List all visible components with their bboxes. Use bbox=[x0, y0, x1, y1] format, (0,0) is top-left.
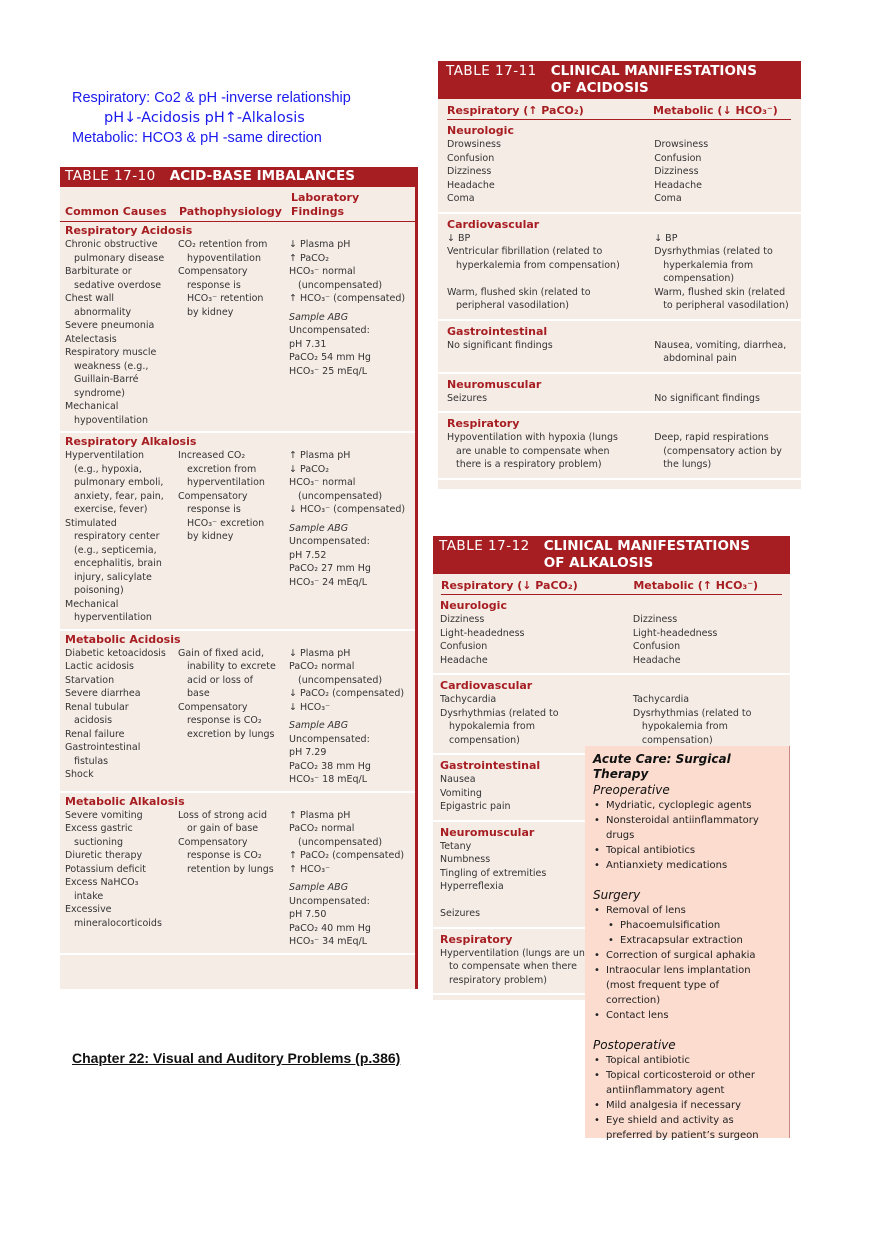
text-line: Headache bbox=[447, 179, 495, 191]
column-header: Respiratory (↑ PaCO₂) bbox=[447, 104, 584, 117]
text-line: there is a respiratory problem) bbox=[456, 459, 602, 470]
text-line: HCO₃⁻ normal bbox=[289, 477, 356, 488]
section-title: Neurologic bbox=[447, 124, 514, 137]
column-headers bbox=[60, 187, 415, 222]
sample-abg-label: Sample ABG bbox=[289, 720, 349, 731]
table-cell bbox=[178, 449, 289, 625]
text-line: Nausea bbox=[440, 774, 476, 785]
text-line: ↓ Plasma pH bbox=[289, 239, 351, 250]
section-title: Respiratory bbox=[447, 417, 520, 430]
text-line: HCO₃⁻ normal bbox=[289, 266, 356, 277]
text-line: (e.g., hypoxia, bbox=[74, 463, 142, 475]
table-cell bbox=[65, 449, 178, 625]
table-cell bbox=[440, 613, 633, 667]
text-line: Dizziness bbox=[654, 166, 699, 177]
text-line: Deep, rapid respirations bbox=[654, 432, 769, 443]
text-line: Gastrointestinal bbox=[65, 742, 141, 753]
text-line: Nausea, vomiting, diarrhea, bbox=[654, 339, 787, 351]
text-line: (uncompensated) bbox=[298, 836, 383, 848]
acute-care-title: Acute Care: Surgical Therapy bbox=[593, 752, 731, 781]
postoperative-list bbox=[593, 1053, 781, 1143]
text-line: by kidney bbox=[187, 531, 234, 542]
table-header-bar bbox=[438, 61, 801, 99]
text-line: pH 7.29 bbox=[289, 747, 327, 758]
text-line: Confusion bbox=[654, 152, 702, 164]
table-number: TABLE 17-10 bbox=[65, 168, 156, 184]
text-line: Ventricular fibrillation (related to bbox=[447, 246, 603, 257]
text-line: hyperkalemia from compensation) bbox=[456, 259, 620, 271]
section-title: Respiratory bbox=[440, 932, 513, 946]
table-title-line-2: OF ACIDOSIS bbox=[550, 80, 649, 96]
table-section bbox=[60, 222, 415, 433]
table-cell bbox=[440, 693, 633, 747]
note-line-3: Metabolic: HCO3 & pH -same direction bbox=[72, 130, 322, 146]
text-line: hyperventilation bbox=[74, 612, 152, 623]
table-cell bbox=[178, 809, 289, 949]
text-line: exercise, fever) bbox=[74, 504, 148, 515]
text-line: anxiety, fear, pain, bbox=[74, 490, 164, 502]
table-cell bbox=[65, 238, 178, 427]
text-line: Loss of strong acid bbox=[178, 809, 268, 821]
table-section bbox=[438, 321, 801, 374]
table-title-line-1: CLINICAL MANIFESTATIONS bbox=[543, 538, 750, 554]
text-line: acidosis bbox=[74, 715, 113, 726]
text-line: Chronic obstructive bbox=[65, 239, 158, 250]
text-line: intake bbox=[74, 890, 104, 902]
text-line: Coma bbox=[447, 193, 475, 204]
text-line: Starvation bbox=[65, 674, 115, 686]
text-line: sedative overdose bbox=[74, 279, 162, 291]
text-line: response is CO₂ bbox=[187, 715, 262, 726]
text-line: Dizziness bbox=[447, 166, 492, 177]
text-line: Mechanical bbox=[65, 598, 119, 610]
section-title: Metabolic Acidosis bbox=[65, 632, 181, 646]
table-title: ACID-BASE IMBALANCES bbox=[169, 168, 355, 184]
list-item: • Correction of surgical aphakia bbox=[593, 948, 781, 963]
text-line: ↓ BP bbox=[447, 232, 471, 244]
text-line: abnormality bbox=[74, 306, 132, 318]
text-line: Compensatory bbox=[178, 701, 248, 713]
text-line: Numbness bbox=[440, 854, 491, 865]
text-line: Dizziness bbox=[440, 614, 485, 625]
text-line: Excess NaHCO₃ bbox=[65, 877, 139, 888]
text-line: ↓ PaCO₂ bbox=[289, 463, 330, 475]
text-line: HCO₃⁻ 24 mEq/L bbox=[289, 576, 368, 588]
chapter-heading: Chapter 22: Visual and Auditory Problems (p.386) bbox=[72, 1050, 401, 1066]
text-line: abdominal pain bbox=[663, 353, 737, 364]
text-line: (e.g., septicemia, bbox=[74, 544, 157, 556]
text-line: Atelectasis bbox=[65, 333, 117, 345]
text-line: Severe vomiting bbox=[65, 809, 143, 821]
text-line: weakness (e.g., bbox=[74, 360, 149, 372]
preoperative-list bbox=[593, 798, 781, 873]
text-line: Light-headedness bbox=[632, 627, 718, 639]
text-line: PaCO₂ normal bbox=[289, 823, 355, 834]
table-manifestations-acidosis bbox=[438, 61, 801, 489]
section-title: Neurologic bbox=[440, 599, 507, 612]
text-line: Guillain-Barré bbox=[74, 374, 139, 385]
text-line: No significant findings bbox=[654, 392, 760, 404]
section-title: Neuromuscular bbox=[440, 825, 535, 839]
table-cell bbox=[633, 613, 782, 667]
text-line: the lungs) bbox=[663, 459, 712, 470]
table-title bbox=[551, 63, 757, 97]
table-number: TABLE 17-12 bbox=[439, 538, 530, 554]
table-body bbox=[438, 120, 801, 480]
table-section bbox=[438, 214, 801, 321]
table-cell bbox=[289, 449, 410, 625]
table-header-bar bbox=[433, 536, 790, 574]
text-line: Dysrhythmias (related to bbox=[440, 707, 559, 719]
acute-care-surgical-therapy-box bbox=[585, 746, 790, 1141]
table-cell bbox=[633, 693, 782, 747]
table-section bbox=[60, 793, 415, 955]
text-line: pulmonary disease bbox=[74, 252, 165, 264]
text-line: pH 7.52 bbox=[289, 549, 327, 561]
text-line: Vomiting bbox=[440, 787, 482, 799]
text-line: Tingling of extremities bbox=[440, 867, 547, 879]
column-headers bbox=[447, 104, 791, 120]
section-title: Respiratory Alkalosis bbox=[65, 435, 197, 448]
text-line: Renal tubular bbox=[65, 701, 129, 713]
section-title: Respiratory Acidosis bbox=[65, 224, 193, 237]
text-line: CO₂ retention from bbox=[178, 239, 268, 250]
text-line: Drowsiness bbox=[654, 139, 709, 150]
section-title: Cardiovascular bbox=[440, 679, 533, 692]
text-line: Light-headedness bbox=[440, 627, 525, 639]
text-line: ↑ PaCO₂ (compensated) bbox=[289, 850, 405, 861]
column-headers bbox=[441, 579, 782, 595]
text-line: (uncompensated) bbox=[298, 279, 383, 291]
text-line: HCO₃⁻ retention bbox=[187, 293, 264, 304]
text-line: ↓ HCO₃⁻ bbox=[289, 701, 331, 713]
text-line: ↓ BP bbox=[654, 232, 678, 244]
text-line: Potassium deficit bbox=[65, 863, 147, 875]
text-line: PaCO₂ 40 mm Hg bbox=[289, 922, 371, 934]
text-line: (uncompensated) bbox=[298, 490, 383, 502]
text-line: ↓ PaCO₂ (compensated) bbox=[289, 688, 405, 699]
note-line-2: pH↓-Acidosis pH↑-Alkalosis bbox=[104, 110, 305, 126]
text-line: Seizures bbox=[447, 392, 488, 404]
column-header: Metabolic (↓ HCO₃⁻) bbox=[653, 104, 778, 117]
text-line: PaCO₂ 38 mm Hg bbox=[289, 760, 371, 772]
table-cell bbox=[65, 809, 178, 949]
text-line: Hyperreflexia bbox=[440, 881, 504, 892]
text-line: No significant findings bbox=[447, 339, 553, 351]
table-cell bbox=[654, 138, 793, 206]
column-header: Pathophysiology bbox=[179, 205, 282, 218]
text-line: fistulas bbox=[74, 755, 109, 767]
text-line: Seizures bbox=[440, 908, 481, 919]
section-title: Neuromuscular bbox=[447, 377, 542, 391]
text-line: Dizziness bbox=[632, 614, 678, 625]
text-line: (compensatory action by bbox=[663, 445, 782, 457]
text-line: to compensate when there bbox=[449, 961, 577, 972]
text-line: hypoventilation bbox=[187, 252, 262, 264]
text-line: response is bbox=[187, 504, 241, 515]
table-section bbox=[438, 374, 801, 414]
text-line: Headache bbox=[440, 654, 488, 666]
text-line: pH 7.31 bbox=[289, 338, 327, 350]
text-line: Stimulated bbox=[65, 517, 117, 529]
text-line: HCO₃⁻ 34 mEq/L bbox=[289, 936, 368, 947]
text-line: Headache bbox=[654, 179, 702, 191]
text-line: Warm, flushed skin (related to bbox=[447, 286, 591, 298]
list-item: • Mydriatic, cycloplegic agents bbox=[593, 798, 781, 813]
table-title-line-2: OF ALKALOSIS bbox=[543, 555, 654, 571]
list-item: • Antianxiety medications bbox=[593, 858, 781, 873]
list-item: • Topical antibiotics bbox=[593, 843, 781, 858]
text-line: are unable to compensate when bbox=[456, 445, 610, 457]
text-line: Confusion bbox=[440, 641, 488, 652]
sample-abg-label: Sample ABG bbox=[289, 522, 349, 534]
surgery-list bbox=[593, 903, 781, 1023]
list-item: • Intraocular lens implantation (most frequent type of correction) bbox=[593, 963, 781, 1008]
table-cell bbox=[289, 809, 410, 949]
text-line: Barbiturate or bbox=[65, 266, 132, 277]
list-item: • Topical antibiotic bbox=[593, 1053, 781, 1068]
table-cell bbox=[289, 238, 410, 427]
list-item: • Extracapsular extraction bbox=[593, 933, 781, 948]
text-line: Confusion bbox=[447, 152, 495, 164]
text-line: Confusion bbox=[632, 641, 681, 652]
text-line bbox=[447, 272, 654, 286]
table-cell bbox=[447, 339, 654, 366]
text-line: Coma bbox=[654, 193, 682, 204]
text-line: hypokalemia from bbox=[641, 721, 728, 732]
table-cell bbox=[178, 238, 289, 427]
table-section bbox=[438, 413, 801, 480]
text-line: Warm, flushed skin (related bbox=[654, 286, 786, 298]
text-line: Uncompensated: bbox=[289, 895, 370, 907]
table-section bbox=[433, 595, 790, 675]
text-line: to peripheral vasodilation) bbox=[663, 300, 789, 311]
text-line: Headache bbox=[632, 654, 681, 666]
table-cell bbox=[65, 647, 178, 787]
text-line: respiratory center bbox=[74, 531, 160, 542]
table-acid-base-imbalances bbox=[60, 167, 418, 989]
table-section bbox=[433, 675, 790, 755]
text-line: Tachycardia bbox=[440, 694, 497, 705]
text-line: injury, salicylate bbox=[74, 571, 152, 583]
table-title-line-1: CLINICAL MANIFESTATIONS bbox=[550, 63, 757, 79]
text-line: hypoventilation bbox=[74, 414, 148, 426]
text-line: ↑ Plasma pH bbox=[289, 450, 351, 461]
surgery-heading: Surgery bbox=[593, 888, 641, 902]
sample-abg-label: Sample ABG bbox=[289, 311, 349, 323]
column-header: Respiratory (↓ PaCO₂) bbox=[441, 579, 578, 592]
text-line: Tetany bbox=[440, 840, 472, 852]
table-cell bbox=[289, 647, 410, 787]
text-line: ↓ Plasma pH bbox=[289, 647, 351, 659]
table-cell bbox=[447, 232, 654, 313]
text-line: PaCO₂ normal bbox=[289, 661, 355, 672]
text-line: syndrome) bbox=[74, 387, 125, 399]
list-item: • Removal of lens bbox=[593, 903, 781, 918]
table-section bbox=[60, 631, 415, 793]
table-cell bbox=[447, 392, 654, 406]
text-line: pulmonary emboli, bbox=[74, 477, 164, 488]
text-line: response is CO₂ bbox=[187, 850, 262, 861]
text-line: compensation) bbox=[641, 734, 713, 746]
section-title: Cardiovascular bbox=[447, 217, 540, 231]
text-line: compensation) bbox=[663, 273, 735, 284]
text-line: Compensatory bbox=[178, 490, 248, 502]
section-title: Metabolic Alkalosis bbox=[65, 794, 185, 808]
text-line: Increased CO₂ bbox=[178, 450, 246, 461]
text-line: Chest wall bbox=[65, 293, 115, 304]
text-line: pH 7.50 bbox=[289, 909, 327, 920]
text-line: hyperkalemia from bbox=[663, 259, 754, 271]
text-line: excretion by lungs bbox=[187, 728, 275, 740]
table-cell bbox=[178, 647, 289, 787]
table-number: TABLE 17-11 bbox=[446, 63, 537, 79]
list-item: • Contact lens bbox=[593, 1008, 781, 1023]
text-line: Compensatory bbox=[178, 266, 248, 277]
text-line: retention by lungs bbox=[187, 863, 274, 875]
list-item: • Nonsteroidal antiinflammatory drugs bbox=[593, 813, 781, 843]
text-line: Epigastric pain bbox=[440, 801, 511, 812]
text-line: mineralocorticoids bbox=[74, 917, 162, 929]
sample-abg-label: Sample ABG bbox=[289, 882, 349, 893]
note-line-1: Respiratory: Co2 & pH -inverse relationship bbox=[72, 90, 351, 106]
table-section bbox=[60, 433, 415, 631]
text-line: HCO₃⁻ excretion bbox=[187, 517, 265, 529]
text-line: Compensatory bbox=[178, 836, 248, 848]
text-line: Excessive bbox=[65, 904, 112, 915]
table-cell bbox=[654, 392, 793, 406]
text-line: hyperventilation bbox=[187, 477, 265, 488]
text-line: Shock bbox=[65, 769, 94, 780]
list-item: • Eye shield and activity as preferred by patient’s surgeon bbox=[593, 1113, 781, 1143]
text-line: Renal failure bbox=[65, 728, 125, 740]
text-line: Excess gastric bbox=[65, 823, 133, 834]
text-line: Diabetic ketoacidosis bbox=[65, 647, 166, 659]
list-item: • Phacoemulsification bbox=[593, 918, 781, 933]
text-line: ↑ PaCO₂ bbox=[289, 252, 330, 264]
table-cell bbox=[654, 431, 793, 472]
table-body bbox=[60, 222, 415, 955]
text-line: encephalitis, brain bbox=[74, 558, 162, 569]
text-line: PaCO₂ 54 mm Hg bbox=[289, 352, 371, 363]
text-line: Respiratory muscle bbox=[65, 347, 157, 358]
table-cell bbox=[654, 339, 793, 366]
text-line: suctioning bbox=[74, 836, 124, 848]
text-line: hypokalemia from bbox=[449, 721, 535, 732]
text-line: Diuretic therapy bbox=[65, 850, 143, 861]
text-line: Uncompensated: bbox=[289, 733, 370, 745]
text-line: Mechanical bbox=[65, 401, 119, 412]
text-line: by kidney bbox=[187, 306, 234, 318]
text-line: respiratory problem) bbox=[449, 974, 547, 986]
text-line: Dysrhythmias (related to bbox=[632, 707, 752, 719]
table-section bbox=[438, 120, 801, 214]
list-item: • Topical corticosteroid or other antiinflammatory agent bbox=[593, 1068, 781, 1098]
text-line: compensation) bbox=[449, 734, 520, 746]
postoperative-heading: Postoperative bbox=[593, 1038, 676, 1052]
section-title: Gastrointestinal bbox=[440, 759, 541, 772]
text-line: Hyperventilation (lungs are un bbox=[440, 947, 585, 959]
column-header: Laboratory Findings bbox=[291, 191, 360, 218]
text-line: ↓ HCO₃⁻ (compensated) bbox=[289, 504, 406, 515]
section-title: Gastrointestinal bbox=[447, 324, 548, 338]
list-item: • Mild analgesia if necessary bbox=[593, 1098, 781, 1113]
text-line: excretion from bbox=[187, 463, 257, 475]
text-line: PaCO₂ 27 mm Hg bbox=[289, 563, 371, 574]
text-line: (uncompensated) bbox=[298, 674, 383, 686]
text-line: Uncompensated: bbox=[289, 325, 370, 336]
text-line: Hypoventilation with hypoxia (lungs bbox=[447, 432, 618, 443]
text-line: acid or loss of bbox=[187, 674, 254, 686]
text-line: Dysrhythmias (related to bbox=[654, 246, 773, 257]
column-header: Metabolic (↑ HCO₃⁻) bbox=[633, 579, 759, 592]
text-line: ↑ HCO₃⁻ (compensated) bbox=[289, 293, 406, 304]
column-header: Common Causes bbox=[65, 205, 167, 218]
text-line: Tachycardia bbox=[632, 694, 690, 705]
text-line: HCO₃⁻ 25 mEq/L bbox=[289, 365, 368, 377]
text-line: Severe pneumonia bbox=[65, 320, 155, 331]
table-cell bbox=[447, 431, 654, 472]
text-line: base bbox=[187, 688, 210, 699]
text-line: Severe diarrhea bbox=[65, 688, 141, 699]
preoperative-heading: Preoperative bbox=[593, 783, 670, 797]
text-line: Lactic acidosis bbox=[65, 661, 135, 672]
text-line: Gain of fixed acid, bbox=[178, 647, 264, 659]
text-line: ↑ HCO₃⁻ bbox=[289, 863, 331, 875]
text-line: poisoning) bbox=[74, 585, 124, 596]
text-line: HCO₃⁻ 18 mEq/L bbox=[289, 774, 368, 785]
text-line: peripheral vasodilation) bbox=[456, 300, 569, 311]
text-line: Drowsiness bbox=[447, 139, 501, 150]
text-line: ↑ Plasma pH bbox=[289, 809, 351, 821]
text-line: response is bbox=[187, 279, 241, 291]
text-line: Hyperventilation bbox=[65, 450, 145, 461]
text-line: or gain of base bbox=[187, 823, 259, 834]
text-line: Uncompensated: bbox=[289, 536, 370, 547]
table-cell bbox=[654, 232, 793, 313]
annotation-notes bbox=[72, 88, 351, 148]
table-header-bar bbox=[60, 167, 415, 187]
text-line: inability to excrete bbox=[187, 661, 276, 672]
table-cell bbox=[447, 138, 654, 206]
table-title bbox=[544, 538, 750, 572]
